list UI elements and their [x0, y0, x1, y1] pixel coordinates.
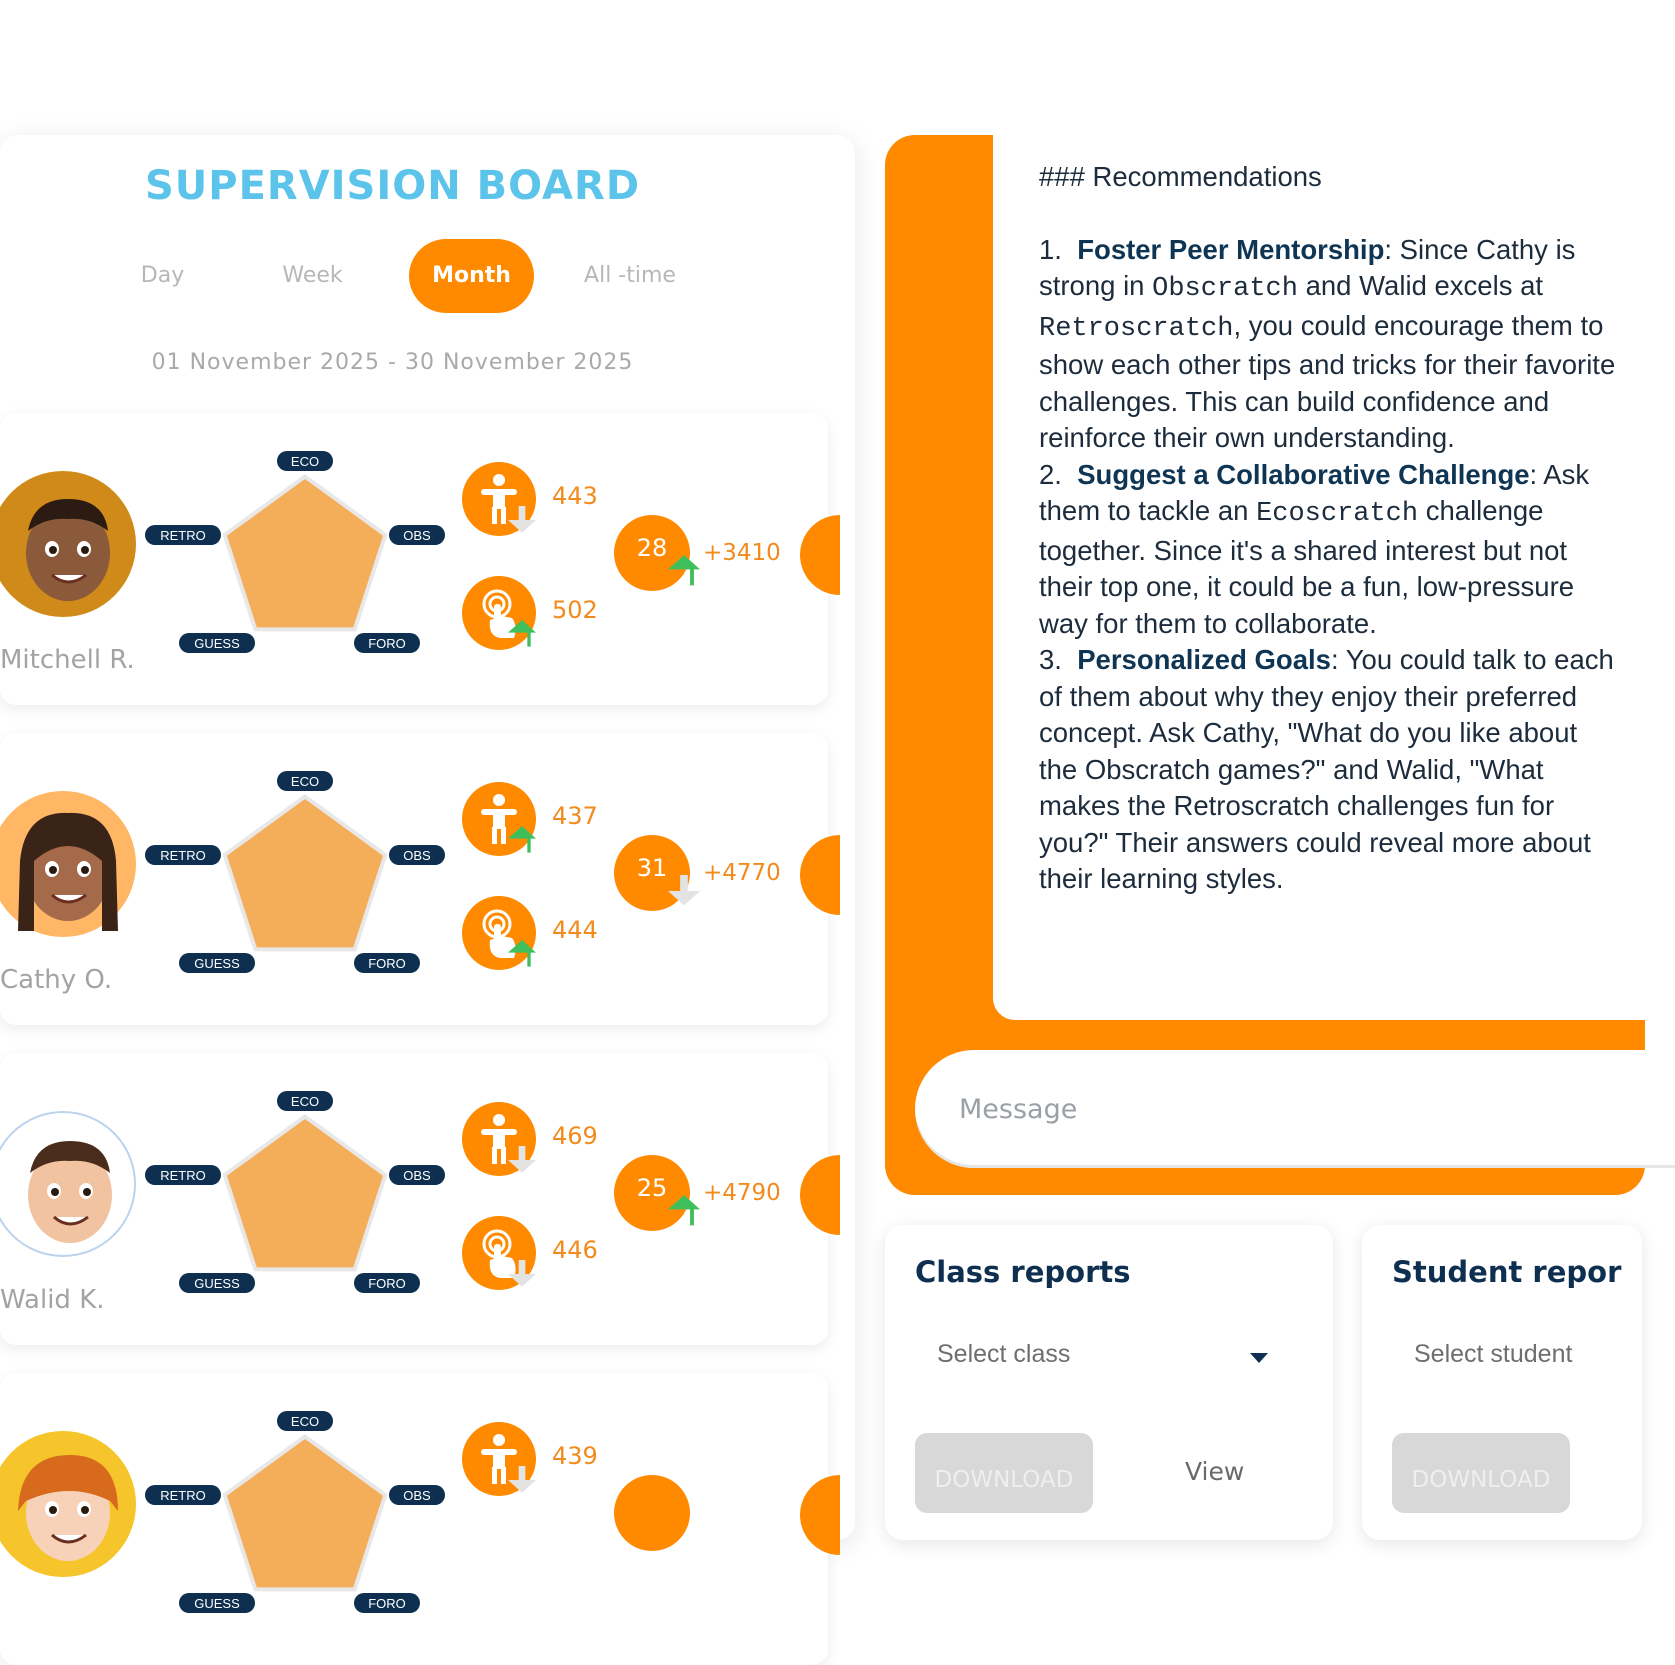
trend-arrow-icon	[668, 1195, 708, 1235]
item-text: , you could encourage them to show each other tips and tricks for their favorite challenges. This can build confidence and reinforce their own understanding.	[1039, 309, 1616, 453]
arrow-up-icon	[508, 826, 536, 853]
stat-badge-touch	[462, 896, 536, 970]
item-number: 3.	[1039, 644, 1062, 675]
radar-area	[227, 799, 383, 947]
student-card[interactable]	[0, 1053, 828, 1345]
svg-text:GUESS: GUESS	[194, 1276, 240, 1291]
stat-touch-value: 444	[552, 916, 598, 944]
rank-value: 25	[636, 1174, 668, 1202]
flame-icon	[800, 1155, 840, 1235]
stat-badge-activity	[462, 782, 536, 856]
stat-badge-touch	[462, 1216, 536, 1290]
radar-axis-label	[389, 845, 445, 865]
radar-chart	[145, 1403, 465, 1613]
student-card[interactable]	[0, 733, 828, 1025]
radar-axis-label	[179, 633, 255, 653]
stat-badge-activity	[462, 1422, 536, 1496]
points-value: +3410	[703, 540, 781, 566]
radar-axis-label	[145, 1485, 221, 1505]
rank-badge	[614, 515, 690, 591]
stat-touch-value: 446	[552, 1236, 598, 1264]
radar-area	[227, 1119, 383, 1267]
touch-icon	[462, 896, 536, 970]
message-heading: ### Recommendations	[1039, 161, 1322, 192]
item-title: Suggest a Collaborative Challenge	[1077, 458, 1530, 490]
radar-axis-label	[354, 1593, 420, 1613]
radar-axis-label	[179, 953, 255, 973]
stat-touch-value: 502	[552, 596, 598, 624]
svg-text:FORO: FORO	[368, 1276, 406, 1291]
arrow-down-icon	[508, 506, 536, 533]
recommendation-item	[1039, 642, 1623, 898]
item-code: Obscratch	[1152, 274, 1298, 304]
svg-text:FORO: FORO	[368, 1596, 406, 1611]
points-value: +4790	[703, 1180, 781, 1206]
item-title: Personalized Goals	[1077, 644, 1331, 675]
svg-text:GUESS: GUESS	[194, 1596, 240, 1611]
student-download-button[interactable]	[1392, 1433, 1570, 1513]
arrow-down-icon	[508, 1466, 536, 1493]
arrow-down-icon	[508, 1146, 536, 1173]
item-text: and Walid excels at	[1297, 270, 1544, 301]
item-text: : Since Cathy is strong in	[1039, 233, 1576, 301]
radar-chart	[145, 443, 465, 653]
svg-text:RETRO: RETRO	[160, 1488, 206, 1503]
avatar	[0, 1431, 136, 1577]
class-reports-card	[885, 1225, 1333, 1540]
radar-axis-label	[277, 771, 333, 791]
student-reports-title: Student repor	[1392, 1255, 1622, 1289]
radar-axis-label	[277, 1091, 333, 1111]
class-download-button[interactable]	[915, 1433, 1093, 1513]
radar-area	[227, 479, 383, 627]
period-tabs	[105, 239, 725, 313]
radar-axis-label	[179, 1273, 255, 1293]
radar-axis-label	[389, 1485, 445, 1505]
touch-icon	[462, 1216, 536, 1290]
student-card[interactable]	[0, 1373, 828, 1665]
person-icon	[462, 1422, 536, 1496]
radar-axis-label	[277, 451, 333, 471]
stat-activity-value: 469	[552, 1122, 598, 1150]
svg-text:ECO: ECO	[290, 454, 320, 469]
svg-text:FORO: FORO	[368, 636, 406, 651]
date-range: 01 November 2025 - 30 November 2025	[151, 350, 634, 375]
flame-icon	[800, 515, 840, 595]
stat-badge-activity	[462, 462, 536, 536]
svg-text:GUESS: GUESS	[194, 636, 240, 651]
assistant-chat-panel	[885, 135, 1645, 1195]
person-icon	[462, 782, 536, 856]
radar-axis-label	[354, 1273, 420, 1293]
tab-all-time[interactable]: All -time	[584, 263, 676, 288]
recommendation-item	[1039, 232, 1623, 457]
tab-week[interactable]: Week	[282, 263, 343, 288]
svg-text:OBS: OBS	[403, 848, 431, 863]
radar-axis-label	[389, 1165, 445, 1185]
svg-text:RETRO: RETRO	[160, 528, 206, 543]
radar-axis-label	[354, 953, 420, 973]
stat-activity-value: 439	[552, 1442, 598, 1470]
touch-icon	[462, 576, 536, 650]
memoji-face	[0, 471, 136, 617]
radar-axis-label	[354, 633, 420, 653]
points-value: +4770	[703, 860, 781, 886]
item-number: 2.	[1039, 458, 1062, 490]
memoji-face	[0, 791, 136, 937]
radar-area	[227, 1439, 383, 1587]
arrow-up-icon	[668, 555, 700, 585]
assistant-message	[993, 135, 1653, 1020]
radar-axis-label	[277, 1411, 333, 1431]
select-student-label: Select student	[1414, 1340, 1573, 1368]
avatar	[0, 471, 136, 617]
person-icon	[462, 462, 536, 536]
avatar	[0, 791, 136, 937]
rank-badge	[614, 1475, 690, 1551]
memoji-face	[0, 1113, 138, 1259]
stat-activity-value: 443	[552, 482, 598, 510]
student-reports-card	[1362, 1225, 1642, 1540]
class-reports-title: Class reports	[915, 1255, 1131, 1289]
rank-badge	[614, 835, 690, 911]
item-number: 1.	[1039, 233, 1062, 265]
radar-axis-label	[145, 1165, 221, 1185]
arrow-down-icon	[668, 875, 700, 905]
select-class-label: Select class	[937, 1340, 1071, 1368]
svg-text:ECO: ECO	[290, 774, 320, 789]
item-title: Foster Peer Mentorship	[1077, 233, 1385, 265]
svg-text:ECO: ECO	[290, 1094, 320, 1109]
radar-axis-label	[179, 1593, 255, 1613]
radar-axis-label	[145, 845, 221, 865]
tab-day[interactable]: Day	[140, 263, 185, 288]
student-name: Mitchell R.	[0, 645, 135, 675]
stat-badge-activity	[462, 1102, 536, 1176]
flame-icon	[800, 835, 840, 915]
item-text: : You could talk to each of them about why they enjoy their preferred concept. Ask Cathy, "What do you like about the Obscratch games?" and Walid, "What makes the Retroscratch challenges fun for you?" Their answers could reveal more about their learning styles.	[1039, 644, 1614, 894]
radar-chart	[145, 763, 465, 973]
svg-text:OBS: OBS	[403, 528, 431, 543]
flame-icon	[800, 1475, 840, 1555]
trend-arrow-icon	[668, 555, 708, 595]
class-view-link[interactable]: View	[1185, 1457, 1245, 1486]
recommendation-item	[1039, 457, 1623, 643]
radar-axis-label	[145, 525, 221, 545]
trend-arrow-icon	[668, 875, 708, 915]
stat-activity-value: 437	[552, 802, 598, 830]
rank-value: 31	[636, 854, 668, 882]
board-title: SUPERVISION BOARD	[144, 163, 641, 209]
student-name: Walid K.	[0, 1285, 105, 1315]
item-code: Retroscratch	[1039, 313, 1234, 344]
tab-month[interactable]: Month	[409, 239, 534, 313]
svg-text:GUESS: GUESS	[194, 956, 240, 971]
student-list[interactable]	[0, 413, 828, 1611]
class-download-label: DOWNLOAD	[934, 1467, 1074, 1493]
svg-text:RETRO: RETRO	[160, 1168, 206, 1183]
arrow-up-icon	[668, 1195, 700, 1225]
radar-chart	[145, 1083, 465, 1293]
svg-text:FORO: FORO	[368, 956, 406, 971]
rank-badge	[614, 1155, 690, 1231]
memoji-face	[0, 1431, 136, 1577]
item-text: challenge together. Since it's a shared interest but not their top one, it could be a fun, low-pressure way for them to collaborate.	[1039, 495, 1575, 639]
svg-text:ECO: ECO	[290, 1414, 320, 1429]
student-name: Cathy O.	[0, 965, 113, 995]
rank-value: 28	[636, 534, 668, 562]
item-code: Ecoscratch	[1256, 499, 1419, 529]
avatar	[0, 1111, 136, 1257]
stat-badge-touch	[462, 576, 536, 650]
select-class-dropdown[interactable]	[937, 1340, 1070, 1369]
radar-axis-label	[389, 525, 445, 545]
select-student-dropdown[interactable]	[1414, 1340, 1572, 1369]
student-download-label: DOWNLOAD	[1411, 1467, 1551, 1493]
supervision-board	[0, 135, 855, 1611]
message-input[interactable]	[915, 1050, 1675, 1168]
svg-text:OBS: OBS	[403, 1168, 431, 1183]
svg-text:RETRO: RETRO	[160, 848, 206, 863]
chevron-down-icon[interactable]	[1250, 1353, 1268, 1363]
student-card[interactable]	[0, 413, 828, 705]
svg-text:OBS: OBS	[403, 1488, 431, 1503]
person-icon	[462, 1102, 536, 1176]
item-text: : Ask them to tackle an	[1039, 458, 1590, 526]
